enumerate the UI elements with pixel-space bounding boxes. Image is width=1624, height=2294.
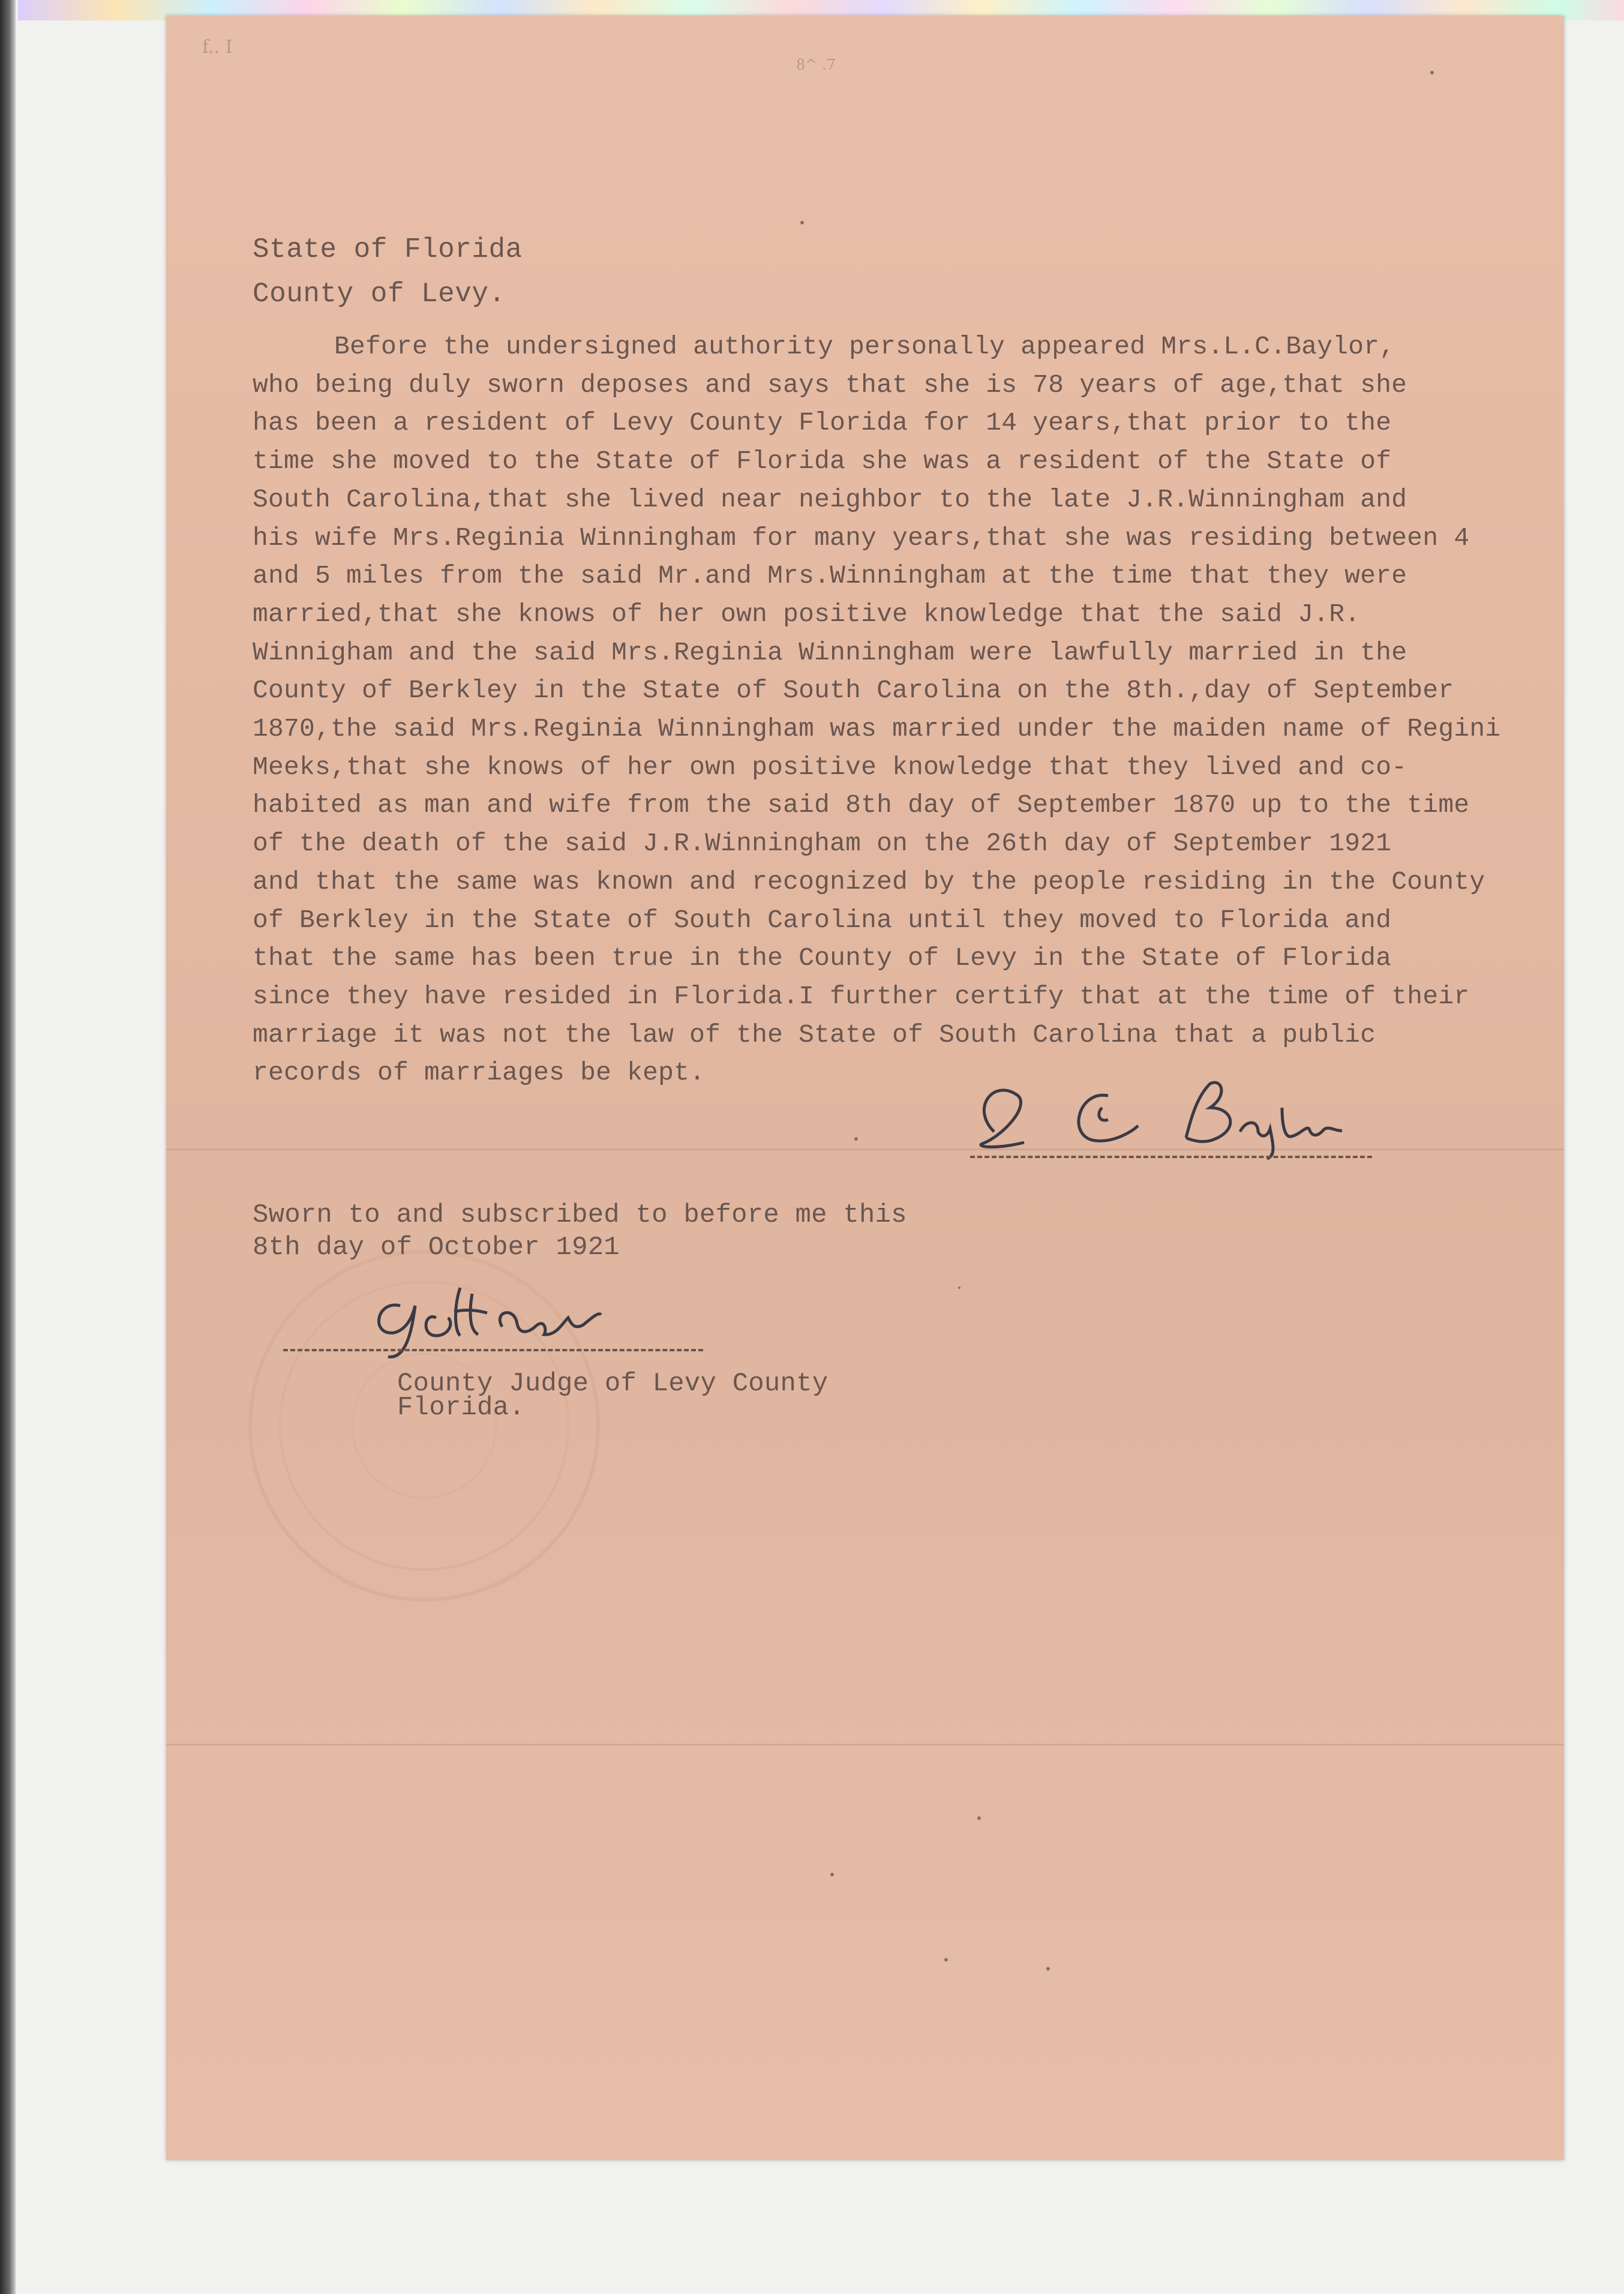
body-line: married,that she knows of her own positive knowledge that the said J.R.: [253, 599, 1361, 629]
body-line: County of Berkley in the State of South Carolina on the 8th.,day of September: [253, 676, 1454, 706]
body-line: has been a resident of Levy County Florida for 14 years,that prior to the: [253, 408, 1392, 438]
body-line: of Berkley in the State of South Carolina until they moved to Florida and: [253, 905, 1392, 935]
body-line: who being duly sworn deposes and says that she is 78 years of age,that she: [253, 370, 1407, 400]
affidavit-page: [166, 16, 1564, 2160]
venue-county: County of Levy.: [253, 278, 506, 310]
body-line: that the same has been true in the County of Levy in the State of Florida: [253, 943, 1392, 973]
judge-signature: [364, 1270, 640, 1360]
body-line: of the death of the said J.R.Winningham on the 26th day of September 1921: [253, 829, 1392, 859]
body-line: marriage it was not the law of the State of South Carolina that a public: [253, 1019, 1376, 1049]
jurat: [253, 1199, 907, 1264]
scanner-edge: [0, 0, 16, 2294]
body-line: 1870,the said Mrs.Reginia Winningham was married under the maiden name of Regini: [253, 714, 1501, 744]
judge-signature-line: [283, 1349, 703, 1351]
body-line: South Carolina,that she lived near neighbor to the late J.R.Winningham and: [253, 484, 1407, 514]
body-line: Meeks,that she knows of her own positive knowledge that they lived and co-: [253, 752, 1407, 782]
affidavit-body: [253, 328, 1548, 1092]
judge-title: [397, 1369, 828, 1423]
judge-title-state: Florida.: [397, 1393, 525, 1423]
affiant-signature: [958, 1072, 1378, 1162]
affiant-signature-line: [970, 1156, 1372, 1158]
judge-title-line: County Judge of Levy County: [397, 1369, 828, 1399]
body-line: Before the undersigned authority personally appeared Mrs.L.C.Baylor,: [334, 332, 1395, 361]
body-line: time she moved to the State of Florida she was a resident of the State of: [253, 446, 1392, 476]
body-line: habited as man and wife from the said 8th day of September 1870 up to the time: [253, 790, 1470, 820]
svg-text:8^ .7: 8^ .7: [796, 56, 836, 73]
body-line: and 5 miles from the said Mr.and Mrs.Winningham at the time that they were: [253, 561, 1407, 591]
svg-text:f.. I: f.. I: [202, 37, 233, 58]
body-line: records of marriages be kept.: [253, 1058, 706, 1088]
body-line: Winnigham and the said Mrs.Reginia Winningham were lawfully married in the: [253, 637, 1407, 667]
body-line: his wife Mrs.Reginia Winningham for many years,that she was residing between 4: [253, 523, 1470, 553]
venue-state: State of Florida: [253, 234, 523, 265]
jurat-date: 8th day of October 1921: [253, 1233, 620, 1263]
body-line: and that the same was known and recognized by the people residing in the County: [253, 866, 1485, 896]
jurat-line: Sworn to and subscribed to before me this: [253, 1200, 907, 1230]
body-line: since they have resided in Florida.I further certify that at the time of their: [253, 981, 1470, 1011]
